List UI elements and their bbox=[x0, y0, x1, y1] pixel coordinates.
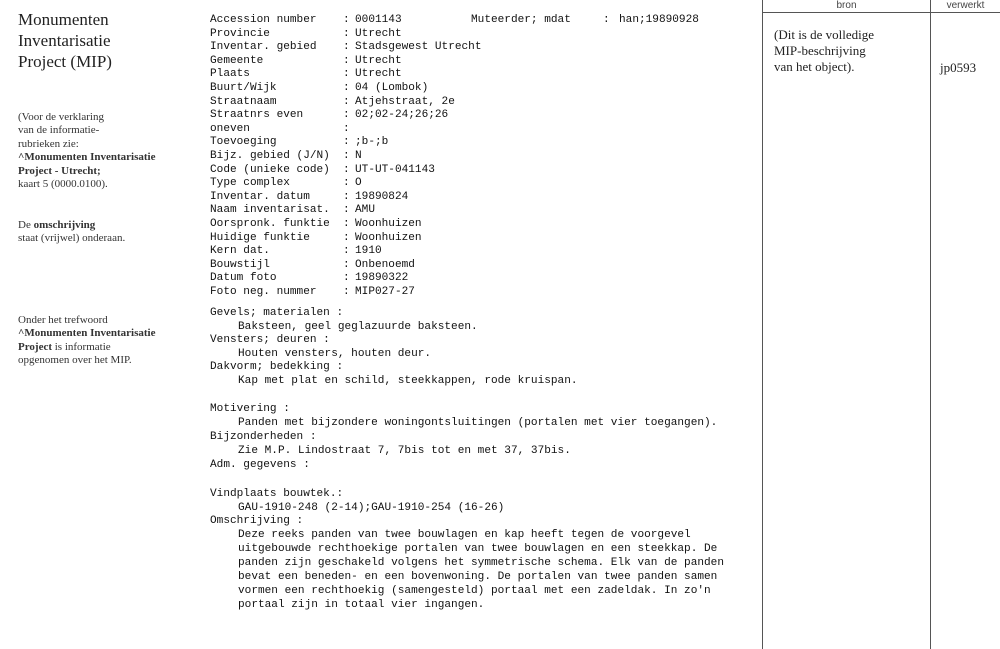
note-line-bold: ^Monumenten Inventarisatie bbox=[18, 151, 156, 164]
gevels-text: Baksteen, geel geglazuurde baksteen. bbox=[238, 321, 478, 333]
vindplaats-label: Vindplaats bouwtek.: bbox=[210, 488, 344, 500]
sidebar bbox=[0, 0, 200, 649]
field-value: 19890824 bbox=[355, 190, 409, 203]
field-value: 02;02-24;26;26 bbox=[355, 109, 449, 122]
note-line: Onder het trefwoord bbox=[18, 314, 108, 326]
field-value: Onbenoemd bbox=[355, 258, 415, 271]
note-text-bold: Project bbox=[18, 340, 52, 353]
field-value: Woonhuizen bbox=[355, 218, 422, 230]
note-line: kaart 5 (0000.0100). bbox=[18, 178, 108, 191]
field-separator: : bbox=[343, 272, 350, 285]
bijzonderheden-label: Bijzonderheden : bbox=[210, 431, 317, 443]
field-value: 0001143 bbox=[355, 14, 402, 26]
gevels-label: Gevels; materialen : bbox=[210, 307, 344, 319]
field-separator: : bbox=[343, 41, 350, 54]
note-omschrijving bbox=[18, 219, 125, 246]
field-label: Bouwstijl bbox=[210, 258, 270, 271]
field-label: Kern dat. bbox=[210, 245, 270, 258]
verwerkt-header: verwerkt bbox=[946, 0, 985, 11]
field-label: Inventar. datum bbox=[210, 190, 310, 203]
title-line: Project (MIP) bbox=[18, 52, 112, 71]
field-value: UT-UT-041143 bbox=[355, 163, 435, 176]
note-trefwoord bbox=[18, 314, 155, 368]
motivering-text: Panden met bijzondere woningontsluitingen (portalen met vier toegangen). bbox=[238, 417, 718, 429]
bron-header: bron bbox=[836, 0, 857, 11]
note-line-bold: Project - Utrecht; bbox=[18, 164, 101, 177]
vindplaats-text: GAU-1910-248 (2-14);GAU-1910-254 (16-26) bbox=[238, 502, 505, 514]
column-divider bbox=[762, 0, 763, 649]
field-value: ;b-;b bbox=[355, 136, 389, 149]
bron-text bbox=[774, 27, 874, 75]
field-separator: : bbox=[343, 14, 350, 26]
field-value: 04 (Lombok) bbox=[355, 82, 429, 94]
bron-line: van het object). bbox=[774, 59, 855, 74]
field-label: Provincie bbox=[210, 27, 270, 40]
field-separator: : bbox=[343, 190, 350, 203]
record bbox=[210, 0, 760, 649]
field-separator: : bbox=[343, 68, 350, 81]
muteerder-field: Muteerder; mdat : han;19890928 bbox=[471, 14, 699, 26]
field-separator: : bbox=[343, 122, 350, 135]
field-value: MIP027-27 bbox=[355, 286, 415, 298]
column-divider bbox=[930, 0, 931, 649]
field-label: Type complex bbox=[210, 177, 290, 190]
field-value: Woonhuizen bbox=[355, 231, 422, 244]
field-label: Inventar. gebied bbox=[210, 41, 317, 54]
field-separator: : bbox=[343, 95, 350, 108]
omschrijving-line: Deze reeks panden van twee bouwlagen en kap heeft tegen de voorgevel bbox=[238, 529, 691, 541]
muteerder-label: Muteerder; mdat bbox=[471, 14, 571, 26]
field-value: Utrecht bbox=[355, 68, 402, 81]
field-label: Plaats bbox=[210, 68, 250, 81]
field-value: N bbox=[355, 150, 362, 162]
bron-line: MIP-beschrijving bbox=[774, 43, 866, 58]
note-line: opgenomen over het MIP. bbox=[18, 354, 132, 367]
field-label: Buurt/Wijk bbox=[210, 82, 277, 94]
title-line: Inventarisatie bbox=[18, 31, 111, 50]
omschrijving-line: bevat een beneden- en een bovenwoning. De portalen van twee panden samen bbox=[238, 571, 718, 583]
note-text: is informatie bbox=[52, 340, 111, 353]
field-label: Toevoeging bbox=[210, 136, 277, 149]
note-line-bold: ^Monumenten Inventarisatie bbox=[18, 327, 156, 340]
field-label: Huidige funktie bbox=[210, 231, 310, 244]
field-separator: : bbox=[343, 231, 350, 244]
field-separator: : bbox=[343, 286, 350, 298]
omschrijving-line: vormen een rechthoekig (samengesteld) portaal met een zadeldak. In zo'n bbox=[238, 585, 711, 597]
field-separator: : bbox=[343, 218, 350, 230]
note-text: De bbox=[18, 219, 34, 231]
bijzonderheden-text: Zie M.P. Lindostraat 7, 7bis tot en met 37, 37bis. bbox=[238, 445, 571, 457]
muteerder-value: han;19890928 bbox=[619, 14, 699, 26]
field-value: AMU bbox=[355, 204, 375, 217]
verwerkt-value: jp0593 bbox=[940, 60, 977, 75]
field-value: 1910 bbox=[355, 245, 382, 258]
header-rule bbox=[762, 12, 1000, 13]
bron-line: (Dit is de volledige bbox=[774, 27, 875, 42]
field-label: Datum foto bbox=[210, 272, 277, 285]
vensters-label: Vensters; deuren : bbox=[210, 334, 330, 346]
field-label: Bijz. gebied (J/N) bbox=[210, 150, 330, 162]
note-line: rubrieken zie: bbox=[18, 137, 79, 150]
omschrijving-line: portaal zijn in totaal vier ingangen. bbox=[238, 599, 485, 611]
title-line: Monumenten bbox=[18, 10, 109, 29]
field-separator: : bbox=[343, 54, 350, 67]
field-separator: : bbox=[343, 163, 350, 176]
sidebar-title bbox=[18, 9, 112, 72]
field-label: Foto neg. nummer bbox=[210, 286, 317, 298]
note-text-bold: omschrijving bbox=[33, 219, 96, 231]
adm-label: Adm. gegevens : bbox=[210, 459, 310, 471]
motivering-label: Motivering : bbox=[210, 403, 290, 415]
field-separator: : bbox=[343, 109, 350, 122]
note-line: (Voor de verklaring bbox=[18, 111, 104, 123]
field-value: Stadsgewest Utrecht bbox=[355, 41, 482, 54]
note-line: staat (vrijwel) onderaan. bbox=[18, 232, 126, 245]
field-value: O bbox=[355, 177, 362, 190]
dakvorm-text: Kap met plat en schild, steekkappen, rode kruispan. bbox=[238, 375, 578, 387]
field-label: Code (unieke code) bbox=[210, 163, 330, 176]
field-separator: : bbox=[343, 150, 350, 162]
field-value: Utrecht bbox=[355, 27, 402, 40]
field-separator: : bbox=[343, 82, 350, 94]
omschrijving-label: Omschrijving : bbox=[210, 515, 304, 527]
field-separator: : bbox=[343, 258, 350, 271]
vensters-text: Houten vensters, houten deur. bbox=[238, 348, 432, 360]
field-value: Utrecht bbox=[355, 54, 402, 67]
field-label: oneven bbox=[210, 122, 250, 135]
omschrijving-line: uitgebouwde rechthoekige portalen van twee bouwlagen en een steekkap. De bbox=[238, 543, 718, 555]
field-separator: : bbox=[343, 204, 350, 217]
field-label: Straatnrs even bbox=[210, 109, 304, 122]
omschrijving-line: panden zijn geschakeld volgens het symmetrische schema. Elk van de panden bbox=[238, 557, 724, 569]
field-separator: : bbox=[343, 245, 350, 258]
note-legend bbox=[18, 111, 155, 191]
note-line: van de informatie- bbox=[18, 124, 100, 137]
field-separator: : bbox=[343, 177, 350, 190]
dakvorm-label: Dakvorm; bedekking : bbox=[210, 361, 344, 373]
field-separator: : bbox=[343, 27, 350, 40]
field-value: Atjehstraat, 2e bbox=[355, 95, 455, 108]
field-separator: : bbox=[343, 136, 350, 149]
field-value: 19890322 bbox=[355, 272, 409, 285]
field-label: Gemeente bbox=[210, 54, 264, 67]
field-label: Accession number bbox=[210, 14, 317, 26]
field-label: Straatnaam bbox=[210, 95, 277, 108]
field-label: Naam inventarisat. bbox=[210, 204, 330, 217]
field-label: Oorspronk. funktie bbox=[210, 218, 330, 230]
